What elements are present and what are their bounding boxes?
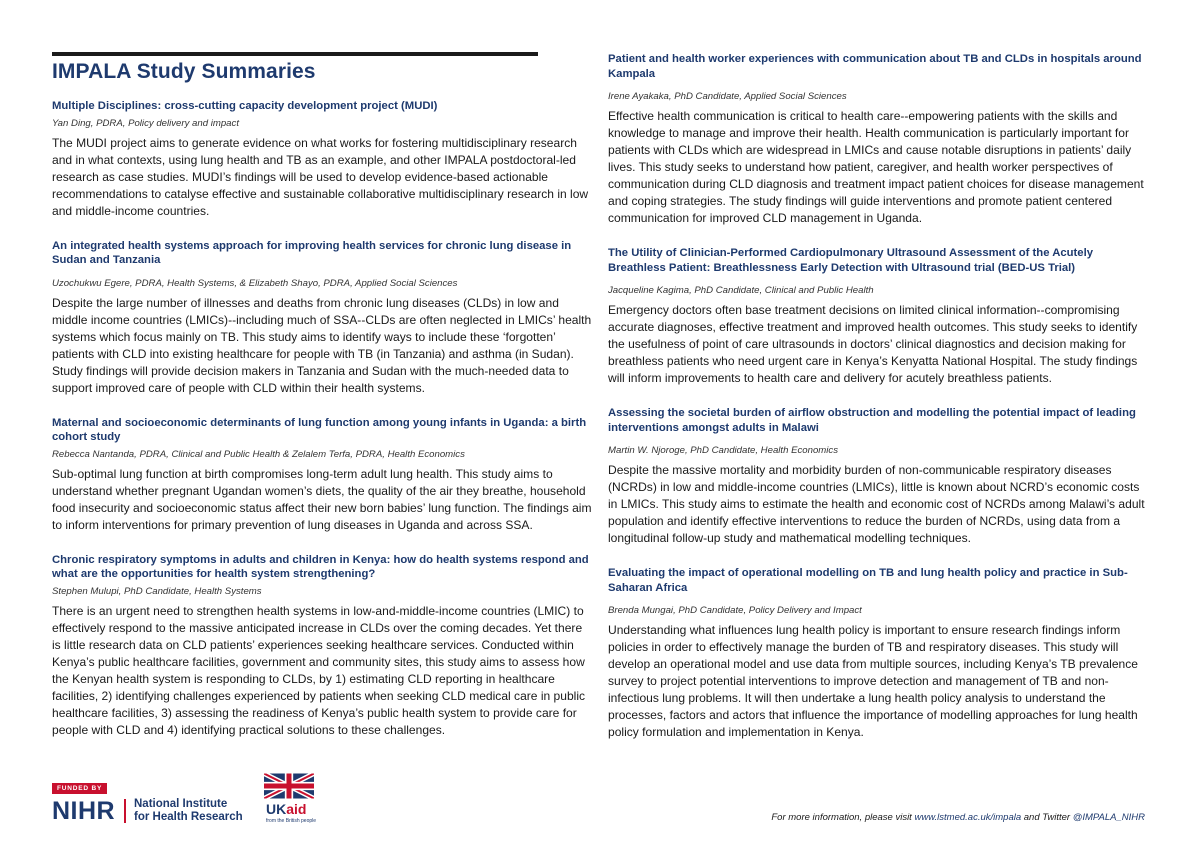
union-flag-icon xyxy=(264,772,314,800)
study-author: Martin W. Njoroge, PhD Candidate, Health Economics xyxy=(608,445,838,456)
footer-note-mid: and Twitter xyxy=(1021,812,1073,823)
nihr-divider xyxy=(124,799,126,823)
study-author: Jacqueline Kagima, PhD Candidate, Clinical and Public Health xyxy=(608,285,874,296)
study-title: The Utility of Clinician-Performed Cardiopulmonary Ultrasound Assessment of the Acutely Breathless Patient: Breathlessness Early Detection with Ultrasound trial (BED-US Trial) xyxy=(608,247,1094,274)
study-summary: Sub-optimal lung function at birth compromises long-term adult lung health. This study aims to understand whether pregnant Ugandan women’s diets, the quality of the air they breathe, household food insecurity and socioeconomic status affect their new born babies’ lung function. The findings aim to inform interventions for primary prevention of lung diseases in Uganda and across SSA. xyxy=(52,466,592,532)
study-title: Chronic respiratory symptoms in adults and children in Kenya: how do health systems respond and what are the opportunities for health system strengthening? xyxy=(52,553,589,580)
study-title: Evaluating the impact of operational modelling on TB and lung health policy and practice in Sub-Saharan Africa xyxy=(608,567,1128,594)
study-chronic-respiratory-kenya xyxy=(52,553,592,739)
page-title: IMPALA Study Summaries xyxy=(52,60,316,83)
nihr-name-line2: for Health Research xyxy=(134,811,243,823)
funded-by-label: FUNDED BY xyxy=(52,783,107,794)
study-bed-us-trial xyxy=(608,246,1148,387)
study-title: Multiple Disciplines: cross-cutting capacity development project (MUDI) xyxy=(52,100,438,112)
nihr-name-line1: National Institute xyxy=(134,798,228,810)
study-airflow-obstruction-malawi xyxy=(608,406,1148,547)
nihr-full-name xyxy=(134,798,243,824)
study-author: Yan Ding, PDRA, Policy delivery and impact xyxy=(52,117,239,129)
study-author: Rebecca Nantanda, PDRA, Clinical and Public Health & Zelalem Terfa, PDRA, Health Economics xyxy=(52,448,465,460)
study-title: Patient and health worker experiences with communication about TB and CLDs in hospitals around Kampala xyxy=(608,53,1142,80)
study-summary: There is an urgent need to strengthen health systems in low-and-middle-income countries (LMIC) to effectively respond to the massive anticipated increase in CLDs over the coming decades. Yet there is little research data on CLD patients’ experiences seeking healthcare services. Conducted within Kenya’s public healthcare facilities, government and community sites, this study aims to assess how the Kenyan health system is responding to CLDs, by 1) estimating CLD reporting in healthcare facilities, 2) identifying challenges experienced by patients when seeking CLD medical care in public healthcare facilities, 3) assessing the readiness of Kenya’s public health system to provide care for people with CLD and 4) identifying practical solutions to these challenges. xyxy=(52,603,586,737)
study-author: Brenda Mungai, PhD Candidate, Policy Delivery and Impact xyxy=(608,605,862,616)
study-summary: Effective health communication is critical to health care--empowering patients with the skills and knowledge to manage and improve their health. Health communication is particularly important for patients with CLDs which are widespread in LMICs and cause notable disruptions in patients’ daily lives. This study seeks to understand how patient, caregiver, and health worker perspectives of communication during CLD diagnosis and treatment impact patient choices for disease management and coping strategies. The study findings will guide interventions and promote patient centered communication for improved CLD management in Uganda. xyxy=(608,109,1144,225)
website-link[interactable]: www.lstmed.ac.uk/impala xyxy=(914,812,1022,823)
ukaid-tagline: from the British people xyxy=(266,818,317,824)
twitter-link[interactable]: @IMPALA_NIHR xyxy=(1072,812,1145,823)
footer-note-prefix: For more information, please visit xyxy=(771,812,915,823)
right-column xyxy=(608,52,1148,760)
study-summary: Despite the massive mortality and morbidity burden of non-communicable respiratory diseases (NCRDs) in low and middle-income countries (LMICs), little is known about NCRD’s economic costs in LMICs. This study aims to estimate the health and economic cost of NCRDs among Malawi’s adult population and identify effective interventions to reduce the burden of NCRDs, using data from a longitudinal follow-up study and mathematical modelling techniques. xyxy=(608,463,1145,545)
study-title: Maternal and socioeconomic determinants of lung function among young infants in Uganda: a birth cohort study xyxy=(52,416,587,443)
footer-note xyxy=(771,812,1145,823)
study-summary: The MUDI project aims to generate evidence on what works for fostering multidisciplinary research and in what contexts, using lung health and TB as an example, and other IMPALA postdoctoral-led research as case studies. MUDI’s findings will be used to develop evidence-based actionable recommendations to catalyse effective and sustainable collaborative multidisciplinary research in low and middle-income countries. xyxy=(52,135,589,218)
study-author: Stephen Mulupi, PhD Candidate, Health Systems xyxy=(52,585,262,597)
study-title: Assessing the societal burden of airflow obstruction and modelling the potential impact of leading interventions amongst adults in Malawi xyxy=(608,407,1136,434)
study-mudi xyxy=(52,99,592,220)
study-title: An integrated health systems approach for improving health services for chronic lung disease in Sudan and Tanzania xyxy=(52,239,572,266)
study-communication-kampala xyxy=(608,52,1148,227)
study-summary: Despite the large number of illnesses and deaths from chronic lung diseases (CLDs) in low and middle income countries (LMICs)--including much of SSA--CLDs are often neglected in LMICs’ health systems which focus mainly on TB. This study aims to identify ways to include these ‘forgotten’ patients with CLD into existing healthcare for people with TB (in Tanzania) and asthma (in Sudan). Study findings will provide decision makers in Tanzania and Sudan with the much-needed data to support improved care of people with CLD within their health systems. xyxy=(52,295,592,395)
ukaid-uk: UK xyxy=(266,801,287,817)
study-summary: Emergency doctors often base treatment decisions on limited clinical information--compromising accurate diagnoses, effective treatment and improved health outcomes. This study seeks to identify the usefulness of point of care ultrasounds in doctors’ clinical diagnostics and decision making for breathless patients who need urgent care in Kenya’s Kenyatta National Hospital. The study findings will inform improvements to health care and delivery for acutely breathless patients. xyxy=(608,303,1138,385)
study-author: Uzochukwu Egere, PDRA, Health Systems, & Elizabeth Shayo, PDRA, Applied Social Sciences xyxy=(52,277,458,289)
nihr-logo: NIHR xyxy=(52,797,116,825)
study-maternal-determinants xyxy=(52,416,592,534)
title-rule xyxy=(52,52,538,56)
study-summary: Understanding what influences lung health policy is important to ensure research findings inform policies in order to effectively manage the burden of TB and respiratory diseases. This study will develop an operational model and use data from multiple sources, including Kenya’s TB prevalence survey to project potential interventions to improve detection and management of TB and non-infectious lung problems. It will then undertake a lung health policy analysis to understand the processes, factors and actors that influence the importance of modelling approaches for lung health policy formulation and implementation in Kenya. xyxy=(608,623,1138,739)
ukaid-logo xyxy=(266,802,306,817)
ukaid-aid: aid xyxy=(286,801,307,817)
study-integrated-health-systems xyxy=(52,239,592,397)
study-operational-modelling xyxy=(608,566,1148,741)
left-column xyxy=(52,99,592,758)
study-author: Irene Ayakaka, PhD Candidate, Applied Social Sciences xyxy=(608,91,847,102)
